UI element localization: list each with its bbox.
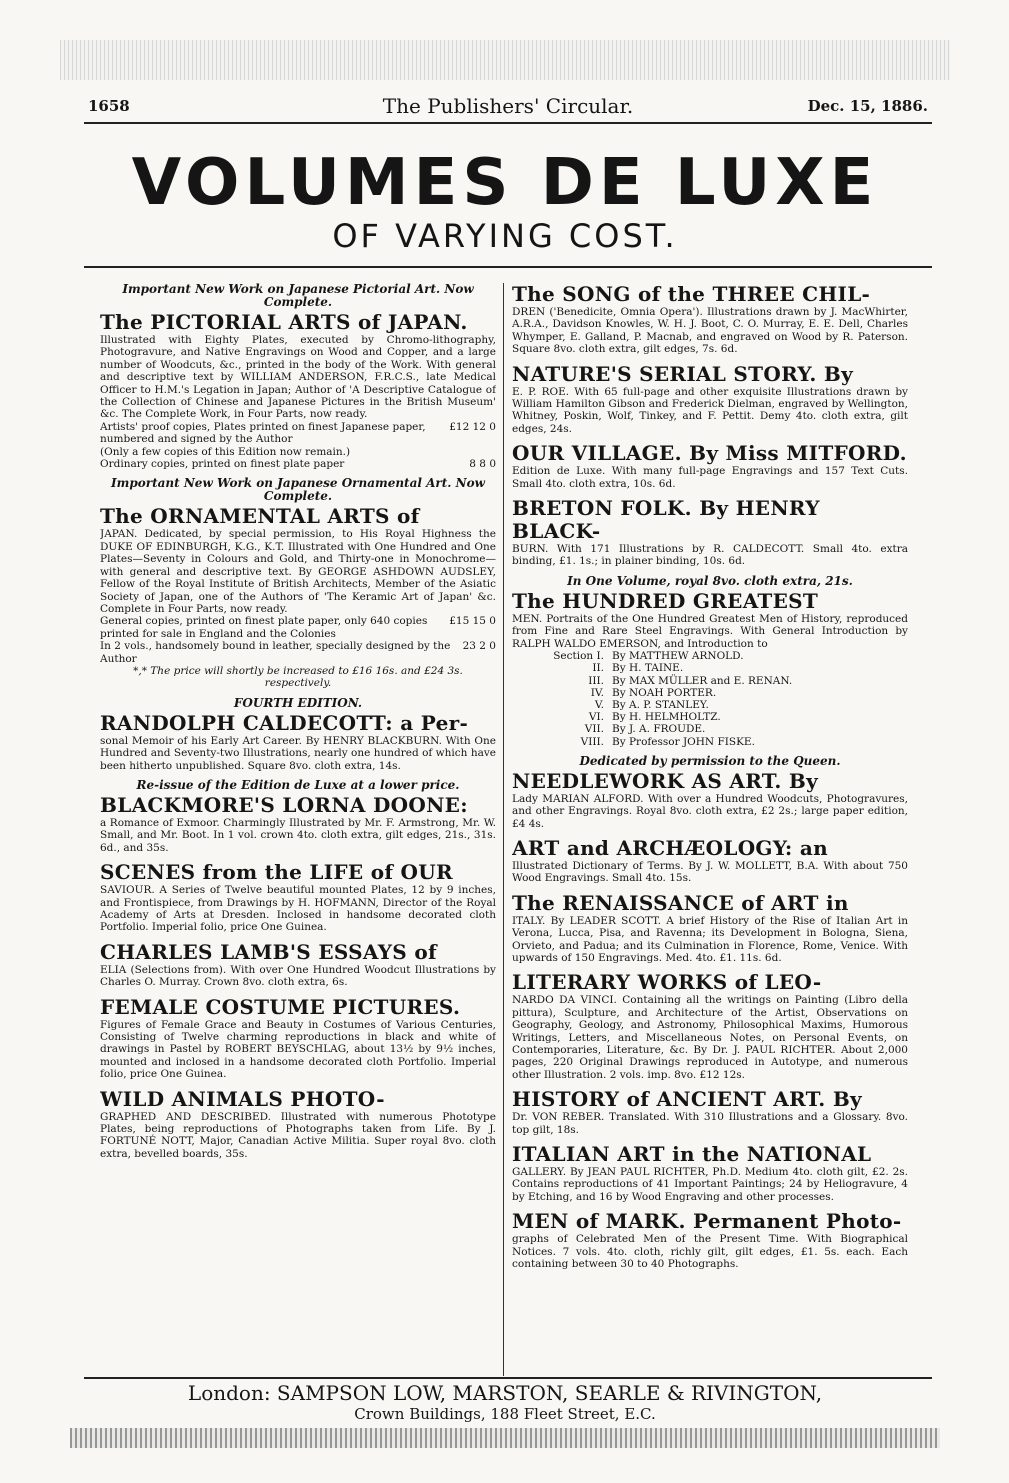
section-number: VI. [588,711,604,724]
scan-noise [60,40,950,80]
price-line [100,421,496,446]
book-entry [512,497,908,568]
book-entry [512,1143,908,1203]
entry-description: Lady MARIAN ALFORD. With over a Hundred Woodcuts, Photogravures, and other Engravings. Royal 8vo. cloth extra, £2 2s.; large paper edition, £4 4s. [512,792,908,830]
price-label: Ordinary copies, printed on finest plate paper [100,458,345,471]
entry-heading: The PICTORIAL ARTS of JAPAN. [100,310,468,334]
price-line [100,446,496,458]
book-entry [100,283,496,470]
book-entry [512,283,908,356]
section-list [512,650,908,748]
section-number: VII. [584,723,604,736]
banner-rule [84,266,932,268]
book-entry [512,892,908,965]
entry-heading: LITERARY WORKS of LEO- [512,970,822,995]
section-number: Section I. [553,650,604,663]
entry-heading: MEN of MARK. Permanent Photo- [512,1209,902,1234]
entry-description: NARDO DA VINCI. Containing all the writings on Painting (Libro della pittura), Sculpture, and Architecture of the Artist, Observations on Geography, Geology, and Astronomy, Philosophical Maxims, Humorous Writings, Letters, and Miscellaneous Notes, on Personal Events, on Contemporaries, Literature, &c. By Dr. J. PAUL RICHTER. About 2,000 pages, 220 Original Drawings reproduced in Autotype, and numerous other Illustration. 2 vols. imp. 8vo. £12 12s. [512,994,908,1081]
book-entry [512,363,908,436]
section-number: V. [594,698,604,711]
entry-description: GRAPHED AND DESCRIBED. Illustrated with numerous Phototype Plates, being reproductions of Photographs taken from Life. By J. FORTUNÉ NOTT, Major, Canadian Active Militia. Super royal 8vo. cloth extra, bevelled boards, 35s. [100,1110,496,1160]
entry-description: Illustrated with Eighty Plates, executed by Chromo-lithography, Photogravure, and Native Engravings on Wood and Copper, and a large number of Woodcuts, &c., printed in the body of the Work. With general and descriptive text by WILLIAM ANDERSON, F.R.C.S., late Medical Officer to H.M.'s Legation in Japan; Author of 'A Descriptive Catalogue of the Collection of Chinese and Japanese Pictures in the British Museum' &c. The Complete Work, in Four Parts, now ready. [100,334,496,421]
entry-note: FOURTH EDITION. [233,695,363,710]
entry-description: a Romance of Exmoor. Charmingly Illustrated by Mr. F. Armstrong, Mr. W. Small, and Mr. Boot. In 1 vol. crown 4to. cloth extra, gilt edges, 21s., 31s. 6d., and 35s. [100,816,496,854]
section-author: By H. HELMHOLTZ. [612,711,721,724]
book-entry [100,697,496,772]
entry-heading: BRETON FOLK. By HENRY BLACK- [512,496,820,544]
section-author: By MATTHEW ARNOLD. [612,650,744,663]
entry-heading: ART and ARCHÆOLOGY: an [512,835,828,860]
page-number: 1658 [88,97,130,115]
entry-heading: OUR VILLAGE. By Miss MITFORD. [512,441,907,466]
price-label: General copies, printed on finest plate paper, only 640 copies printed for sale in England and the Colonies [100,615,428,640]
column-divider [503,283,504,1376]
price-label: Artists' proof copies, Plates printed on finest Japanese paper, numbered and signed by the Author [100,420,426,446]
entry-heading: The ORNAMENTAL ARTS of [100,504,420,529]
price-value: 8 8 0 [469,458,496,471]
entry-heading: WILD ANIMALS PHOTO- [100,1086,385,1111]
book-entry [512,837,908,885]
entry-note: Important New Work on Japanese Pictorial Art. Now Complete. [122,283,474,309]
section-author: By Professor JOHN FISKE. [612,735,755,748]
section-author: By J. A. FROUDE. [612,723,706,736]
right-column [512,283,908,1376]
price-value: 23 2 0 [462,640,496,653]
price-line [100,615,496,640]
entry-heading: RANDOLPH CALDECOTT: a Per- [100,710,469,735]
publisher-name: London: SAMPSON LOW, MARSTON, SEARLE & RIVINGTON, [187,1381,823,1405]
left-column [100,283,496,1376]
section-number: VIII. [580,735,604,748]
section-row [512,723,908,735]
entry-note: Important New Work on Japanese Ornamental Art. Now Complete. [111,476,485,504]
price-value: £15 15 0 [449,615,496,628]
entry-heading: ITALIAN ART in the NATIONAL [512,1142,872,1167]
price-value: £12 12 0 [449,420,496,433]
section-author: By H. TAINE. [612,662,684,675]
book-entry [512,1210,908,1270]
entry-description: BURN. With 171 Illustrations by R. CALDECOTT. Small 4to. extra binding, £1. 1s.; in plainer binding, 10s. 6d. [512,543,908,568]
book-entry [100,941,496,989]
section-row [512,699,908,711]
entry-description: DREN ('Benedicite, Omnia Opera'). Illustrations drawn by J. MacWhirter, A.R.A., Davidson Knowles, W. H. J. Boot, C. O. Murray, E. E. Dell, Charles Whymper, E. Galland, P. Macnab, and engraved on Wood by R. Paterson. Square 8vo. cloth extra, gilt edges, 7s. 6d. [512,306,908,356]
issue-date: Dec. 15, 1886. [807,97,928,115]
price-line [100,458,496,470]
entry-note: In One Volume, royal 8vo. cloth extra, 21s. [567,573,853,588]
entry-description: JAPAN. Dedicated, by special permission, to His Royal Highness the DUKE OF EDINBURGH, K.G., K.T. Illustrated with One Hundred and One Plates—Seventy in Colours and Gold, and Thirty-one in Monochrome—with general and descriptive text. By GEORGE ASHDOWN AUDSLEY, Fellow of the Royal Institute of British Architects, Member of the Asiatic Society of Japan, one of the Authors of 'The Keramic Art of Japan' &c. Complete in Four Parts, now ready. [100,528,496,615]
book-entry [100,996,496,1081]
section-row [512,736,908,748]
banner-subtitle: OF VARYING COST. [332,217,678,255]
price-label: (Only a few copies of this Edition now remain.) [100,445,351,458]
entry-description: ITALY. By LEADER SCOTT. A brief History of the Rise of Italian Art in Verona, Lucca, Pisa, and Ravenna; its Development in Bologna, Siena, Orvieto, and Padua; and its Culmination in Florence, Rome, Venice. With upwards of 150 Engravings. Med. 4to. £1. 11s. 6d. [512,914,908,964]
section-row [512,650,908,662]
running-header [88,93,928,119]
entry-description: SAVIOUR. A Series of Twelve beautiful mounted Plates, 12 by 9 inches, and Frontispiece, from Drawings by H. HOFMANN, Director of the Royal Academy of Arts at Dresden. Inclosed in handsome decorated cloth Portfolio. Imperial folio, price One Guinea. [100,884,496,934]
publisher-imprint [80,1381,930,1423]
section-row [512,711,908,723]
section-number: III. [588,674,604,687]
entry-heading: BLACKMORE'S LORNA DOONE: [100,792,468,817]
entry-heading: NATURE'S SERIAL STORY. By [512,361,854,386]
book-entry [100,477,496,689]
entry-description: Edition de Luxe. With many full-page Engravings and 157 Text Cuts. Small 4to. cloth extra, 10s. 6d. [512,465,908,490]
book-entry [100,861,496,934]
section-row [512,675,908,687]
book-entry [512,755,908,830]
banner-title: VOLUMES DE LUXE [131,146,879,220]
entry-description: sonal Memoir of his Early Art Career. By HENRY BLACKBURN. With One Hundred and Seventy-two Illustrations, nearly one hundred of which have been hitherto unpublished. Square 8vo. cloth extra, 14s. [100,734,496,772]
section-author: By A. P. STANLEY. [612,698,709,711]
entry-heading: CHARLES LAMB'S ESSAYS of [100,939,437,964]
book-entry [512,575,908,748]
entry-description: GALLERY. By JEAN PAUL RICHTER, Ph.D. Medium 4to. cloth gilt, £2. 2s. Contains reproductions of 41 Important Paintings; 24 by Heliogravure, 4 by Etching, and 16 by Wood Engraving and other processes. [512,1166,908,1203]
book-entry [512,442,908,490]
section-author: By NOAH PORTER. [612,686,717,699]
section-author: By MAX MÜLLER and E. RENAN. [612,674,793,687]
section-number: IV. [590,686,604,699]
entry-description: ELIA (Selections from). With over One Hundred Woodcut Illustrations by Charles O. Murray. Crown 8vo. cloth extra, 6s. [100,963,496,989]
entry-heading: The RENAISSANCE of ART in [512,890,849,915]
book-entry [512,971,908,1081]
price-footnote: *,* The price will shortly be increased to £16 16s. and £24 3s. respectively. [133,664,463,690]
header-rule [84,122,932,124]
entry-description: graphs of Celebrated Men of the Present Time. With Biographical Notices. 7 vols. 4to. cloth, richly gilt, gilt edges, £1. 5s. each. Each containing between 30 to 40 Photographs. [512,1233,908,1271]
journal-title: The Publishers' Circular. [382,94,634,118]
section-number: II. [592,662,604,675]
entry-description: E. P. ROE. With 65 full-page and other exquisite Illustrations drawn by William Hamilton Gibson and Frederick Dielman, engraved by Wellington, Whitney, Poskin, Wolf, Tinkey, and F. Pettit. Demy 4to. cloth extra, gilt edges, 24s. [512,385,908,435]
book-entry [100,1088,496,1161]
entry-heading: The SONG of the THREE CHIL- [512,283,871,306]
entry-description: MEN. Portraits of the One Hundred Greatest Men of History, reproduced from Fine and Rare Steel Engravings. With General Introduction by RALPH WALDO EMERSON, and Introduction to [512,612,908,650]
price-line [100,640,496,665]
entry-description: Figures of Female Grace and Beauty in Costumes of Various Centuries, Consisting of Twelve charming reproductions in black and white of drawings in Pastel by ROBERT BEYSCHLAG, about 13½ by 9½ inches, mounted and inclosed in a handsome decorated cloth Portfolio. Imperial folio, price One Guinea. [100,1018,496,1081]
entry-description: Illustrated Dictionary of Terms. By J. W. MOLLETT, B.A. With about 750 Wood Engravings. Small 4to. 15s. [512,859,908,885]
entry-description: Dr. VON REBER. Translated. With 310 Illustrations and a Glossary. 8vo. top gilt, 18s. [512,1111,908,1136]
book-entry [512,1088,908,1136]
entry-heading: NEEDLEWORK AS ART. By [512,768,819,793]
entry-heading: HISTORY of ANCIENT ART. By [512,1087,862,1112]
book-entry [100,779,496,854]
entry-note: Dedicated by permission to the Queen. [579,753,841,768]
section-row [512,687,908,699]
publisher-address: Crown Buildings, 188 Fleet Street, E.C. [354,1405,656,1423]
footer-rule [84,1377,932,1379]
price-label: In 2 vols., handsomely bound in leather, specially designed by the Author [100,640,451,665]
scan-edge [70,1428,940,1448]
entry-note: Re-issue of the Edition de Luxe at a lower price. [136,777,460,792]
entry-heading: The HUNDRED GREATEST [512,588,819,613]
entry-heading: SCENES from the LIFE of OUR [100,860,453,885]
section-row [512,662,908,674]
entry-heading: FEMALE COSTUME PICTURES. [100,994,461,1019]
